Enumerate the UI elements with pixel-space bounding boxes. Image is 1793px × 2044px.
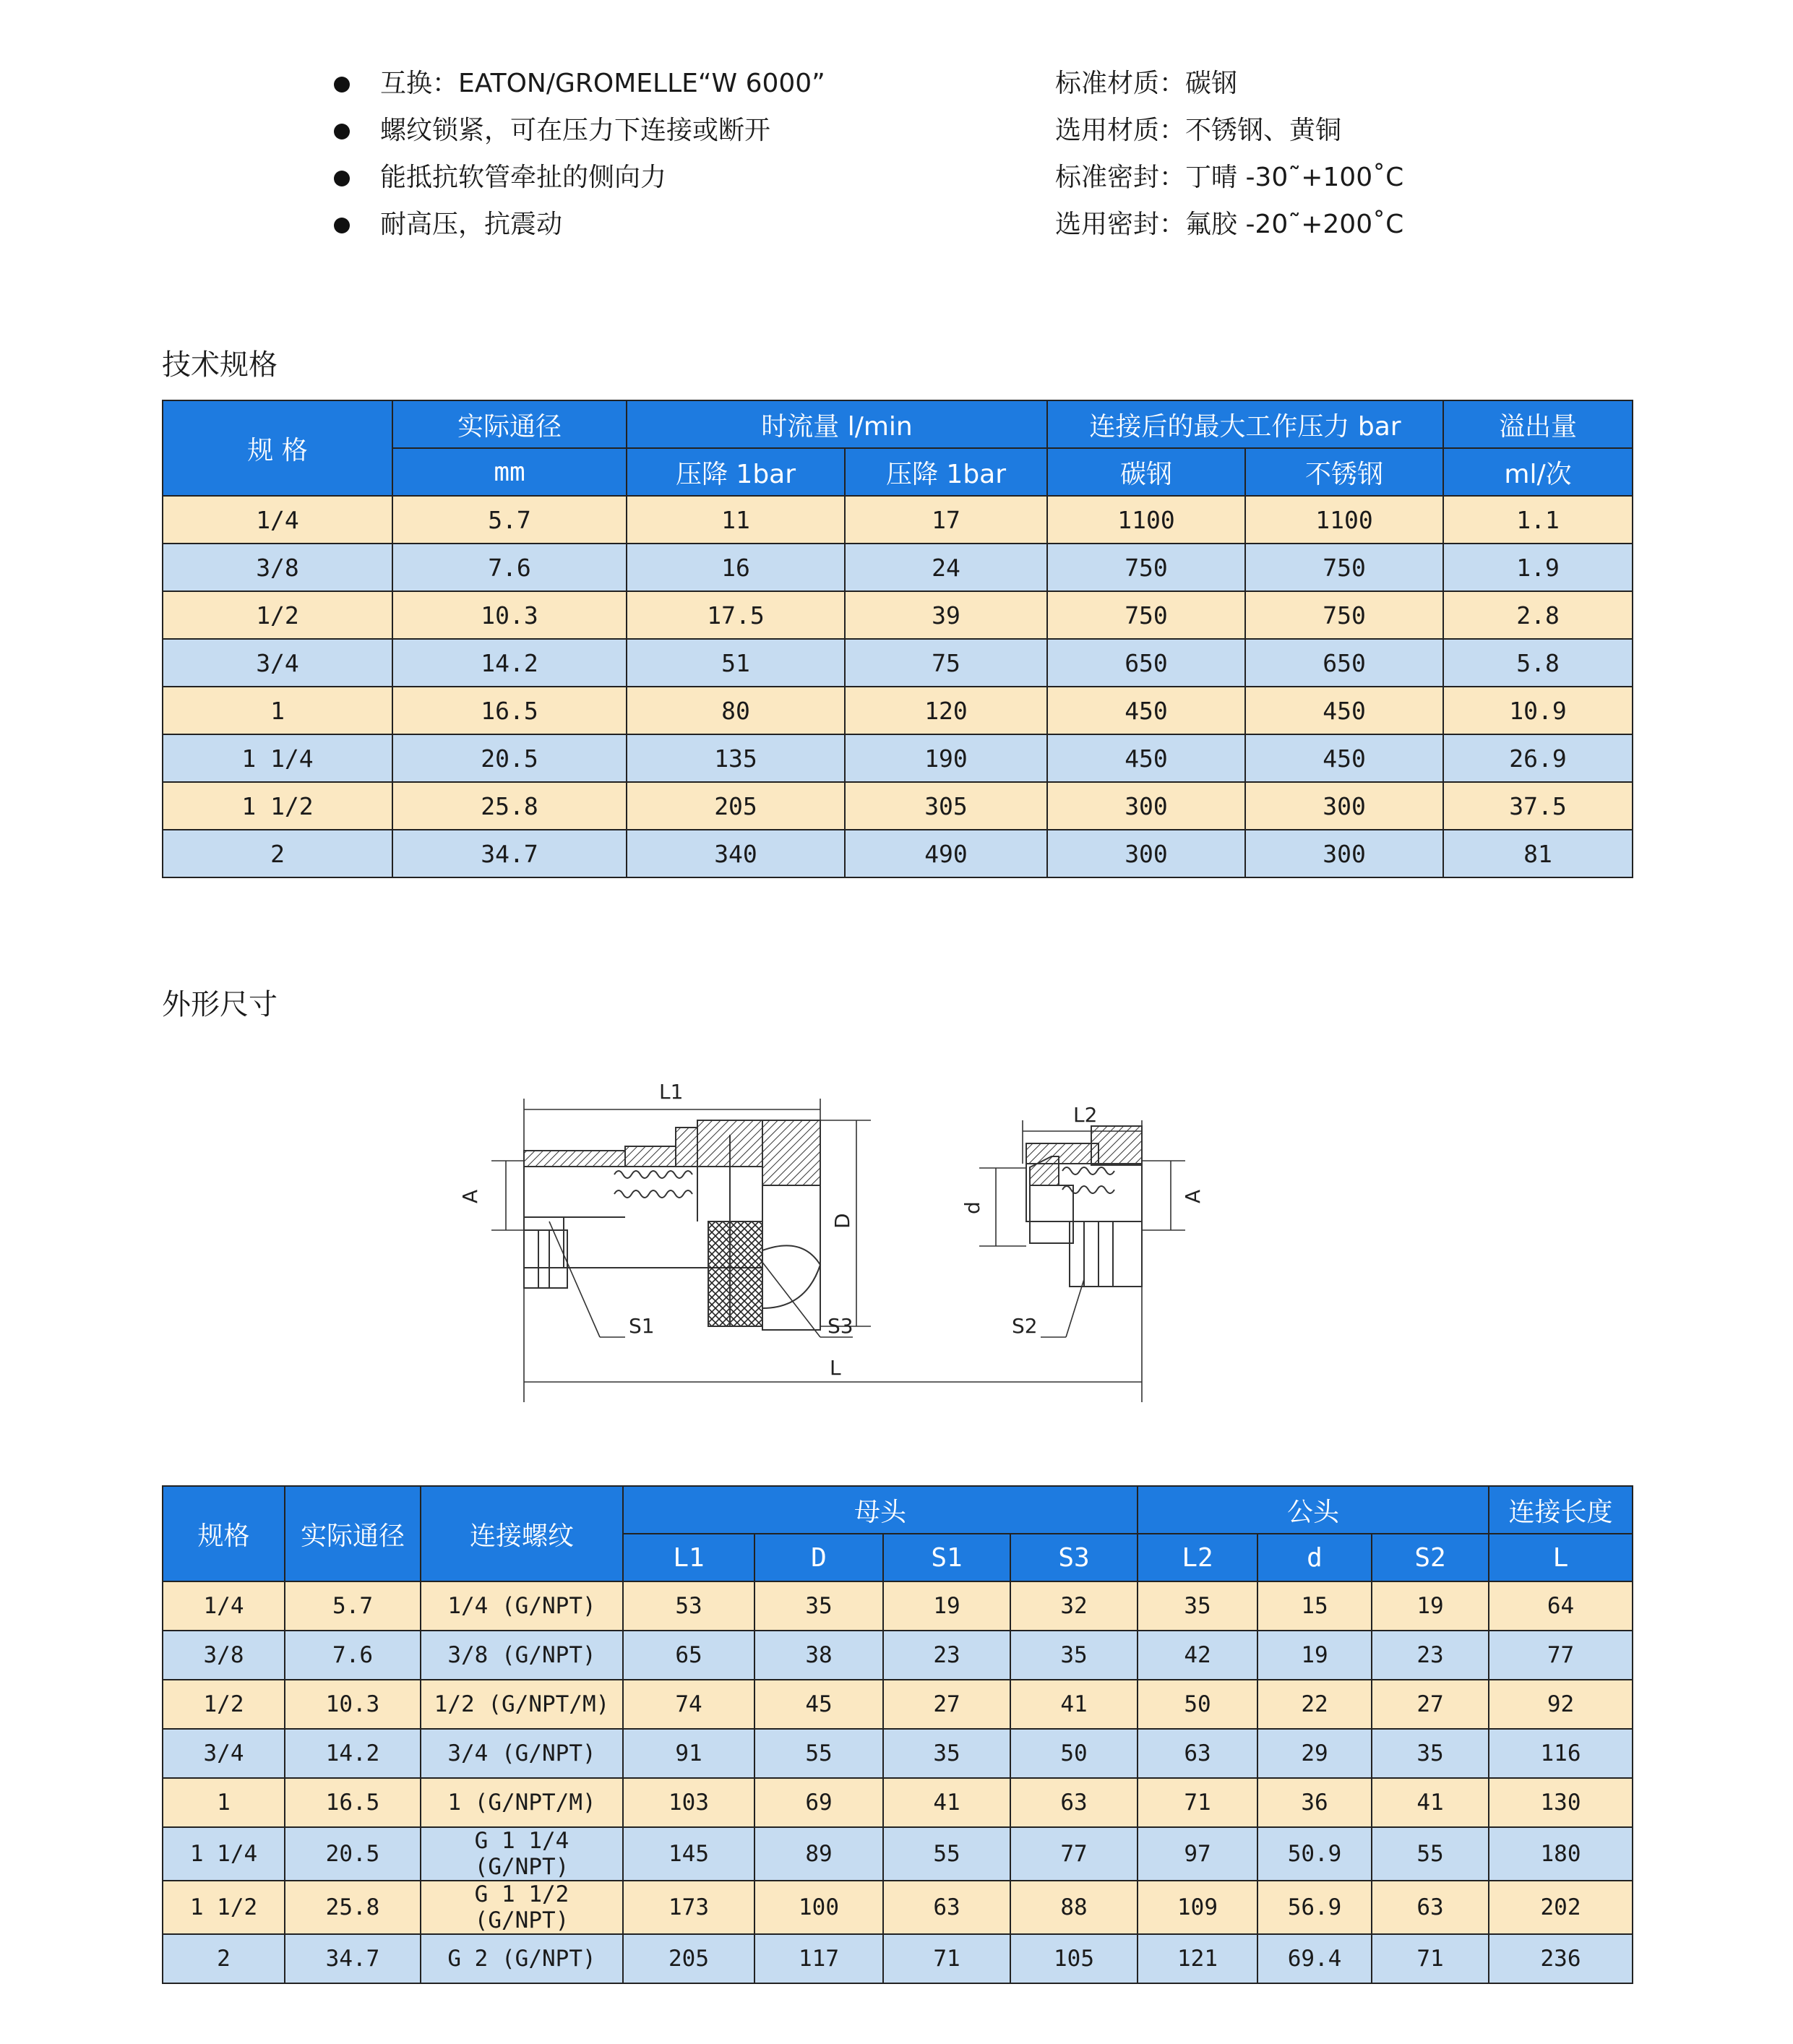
table-cell: 24 <box>845 544 1047 591</box>
label-L2: L2 <box>1073 1103 1098 1127</box>
header-bore-unit: mm <box>392 448 627 496</box>
header-female: 母头 <box>623 1486 1138 1534</box>
table-cell: 20.5 <box>392 734 627 782</box>
table-cell: 91 <box>623 1729 754 1778</box>
header-L2: L2 <box>1138 1534 1257 1581</box>
spec-table <box>162 400 1633 878</box>
table-cell: 63 <box>1372 1881 1489 1934</box>
header-d: d <box>1257 1534 1372 1581</box>
header-size: 规 格 <box>163 400 392 496</box>
header-carbon: 碳钢 <box>1047 448 1245 496</box>
label-S3: S3 <box>827 1314 853 1338</box>
header-flow-b: 压降 1bar <box>845 448 1047 496</box>
table-row <box>163 1680 1633 1729</box>
material-spec: 选用材质：不锈钢、黄铜 <box>1055 116 1342 145</box>
table-cell: 77 <box>1010 1827 1138 1881</box>
header-stainless: 不锈钢 <box>1245 448 1443 496</box>
female-coupling-shape <box>524 1120 820 1330</box>
feature-row <box>332 64 1416 111</box>
table-cell: 45 <box>754 1680 883 1729</box>
table-cell: 2 <box>163 1934 285 1983</box>
table-cell: 23 <box>1372 1631 1489 1680</box>
table-cell: 34.7 <box>392 830 627 877</box>
table-cell: 130 <box>1489 1778 1633 1827</box>
table-row <box>163 591 1633 639</box>
label-d: d <box>960 1201 984 1214</box>
table-cell: 300 <box>1245 830 1443 877</box>
table-cell: 180 <box>1489 1827 1633 1881</box>
table-cell: 1/2 (G/NPT/M) <box>421 1680 623 1729</box>
label-A-left: A <box>458 1189 482 1203</box>
table-cell: 19 <box>1257 1631 1372 1680</box>
table-cell: 340 <box>627 830 845 877</box>
table-cell: 120 <box>845 687 1047 734</box>
table-cell: 39 <box>845 591 1047 639</box>
table-cell: 64 <box>1489 1581 1633 1631</box>
table-cell: 77 <box>1489 1631 1633 1680</box>
header-thread: 连接螺纹 <box>421 1486 623 1581</box>
table-cell: 27 <box>1372 1680 1489 1729</box>
table-row <box>163 1581 1633 1631</box>
table-cell: 750 <box>1245 544 1443 591</box>
table-row <box>163 1778 1633 1827</box>
table-cell: 10.9 <box>1443 687 1633 734</box>
table-cell: 10.3 <box>392 591 627 639</box>
table-cell: 3/4 <box>163 1729 285 1778</box>
table-cell: 23 <box>883 1631 1010 1680</box>
header-S3: S3 <box>1010 1534 1138 1581</box>
label-S1: S1 <box>629 1314 655 1338</box>
table-cell: 14.2 <box>285 1729 421 1778</box>
table-cell: 19 <box>883 1581 1010 1631</box>
table-cell: 22 <box>1257 1680 1372 1729</box>
table-cell: 7.6 <box>285 1631 421 1680</box>
feature-text: 能抵抗软管牵扯的侧向力 <box>380 163 667 192</box>
label-L: L <box>830 1356 841 1380</box>
header-L1: L1 <box>623 1534 754 1581</box>
table-cell: 88 <box>1010 1881 1138 1934</box>
table-cell: 190 <box>845 734 1047 782</box>
table-cell: 50.9 <box>1257 1827 1372 1881</box>
table-cell: 41 <box>1010 1680 1138 1729</box>
table-cell: 202 <box>1489 1881 1633 1934</box>
table-cell: 35 <box>754 1581 883 1631</box>
table-cell: 69.4 <box>1257 1934 1372 1983</box>
table-cell: 80 <box>627 687 845 734</box>
label-L1: L1 <box>659 1080 684 1104</box>
table-row <box>163 1631 1633 1680</box>
table-cell: 116 <box>1489 1729 1633 1778</box>
table-row <box>163 830 1633 877</box>
table-row <box>163 782 1633 830</box>
table-cell: 1/4 <box>163 496 392 544</box>
table-cell: 53 <box>623 1581 754 1631</box>
table-cell: 35 <box>1010 1631 1138 1680</box>
feature-text: 互换：EATON/GROMELLE“W 6000” <box>380 69 825 98</box>
table-cell: 300 <box>1245 782 1443 830</box>
table-cell: 305 <box>845 782 1047 830</box>
bullet-icon <box>334 171 350 186</box>
table-cell: 650 <box>1047 639 1245 687</box>
table-cell: 3/8 <box>163 1631 285 1680</box>
table-cell: 1 (G/NPT/M) <box>421 1778 623 1827</box>
feature-row <box>332 158 1416 205</box>
table-cell: 20.5 <box>285 1827 421 1881</box>
table-cell: 300 <box>1047 782 1245 830</box>
table-cell: 17.5 <box>627 591 845 639</box>
table-cell: 5.8 <box>1443 639 1633 687</box>
material-spec: 标准材质：碳钢 <box>1055 69 1238 98</box>
table-cell: 55 <box>883 1827 1010 1881</box>
table-cell: 1/4 <box>163 1581 285 1631</box>
dimension-table-body <box>163 1581 1633 1983</box>
header-spill-unit: ml/次 <box>1443 448 1633 496</box>
table-cell: 75 <box>845 639 1047 687</box>
header-flow-a: 压降 1bar <box>627 448 845 496</box>
table-cell: 89 <box>754 1827 883 1881</box>
table-row <box>163 1934 1633 1983</box>
label-A-right: A <box>1181 1189 1205 1203</box>
table-cell: 17 <box>845 496 1047 544</box>
table-cell: 3/4 <box>163 639 392 687</box>
table-row <box>163 734 1633 782</box>
table-cell: 41 <box>883 1778 1010 1827</box>
header-size: 规格 <box>163 1486 285 1581</box>
table-cell: 19 <box>1372 1581 1489 1631</box>
table-cell: 490 <box>845 830 1047 877</box>
table-cell: 1 1/2 <box>163 1881 285 1934</box>
table-row <box>163 544 1633 591</box>
table-cell: 103 <box>623 1778 754 1827</box>
table-cell: 135 <box>627 734 845 782</box>
table-cell: 25.8 <box>392 782 627 830</box>
table-cell: 36 <box>1257 1778 1372 1827</box>
table-cell: 41 <box>1372 1778 1489 1827</box>
table-cell: 7.6 <box>392 544 627 591</box>
header-bore: 实际通径 <box>285 1486 421 1581</box>
table-cell: 1.1 <box>1443 496 1633 544</box>
table-cell: 145 <box>623 1827 754 1881</box>
table-cell: G 1 1/4 (G/NPT) <box>421 1827 623 1881</box>
table-cell: 16 <box>627 544 845 591</box>
table-cell: 300 <box>1047 830 1245 877</box>
table-cell: 11 <box>627 496 845 544</box>
table-cell: 34.7 <box>285 1934 421 1983</box>
header-bore: 实际通径 <box>392 400 627 448</box>
header-D: D <box>754 1534 883 1581</box>
table-cell: 29 <box>1257 1729 1372 1778</box>
table-cell: 50 <box>1010 1729 1138 1778</box>
table-cell: 1 1/4 <box>163 734 392 782</box>
table-cell: 105 <box>1010 1934 1138 1983</box>
table-cell: 1100 <box>1245 496 1443 544</box>
table-cell: G 2 (G/NPT) <box>421 1934 623 1983</box>
label-D: D <box>830 1213 854 1229</box>
table-cell: 3/8 <box>163 544 392 591</box>
table-cell: 51 <box>627 639 845 687</box>
table-cell: 81 <box>1443 830 1633 877</box>
header-flow: 时流量 l/min <box>627 400 1047 448</box>
table-cell: 71 <box>1138 1778 1257 1827</box>
table-cell: 100 <box>754 1881 883 1934</box>
table-cell: 1.9 <box>1443 544 1633 591</box>
feature-text: 耐高压，抗震动 <box>380 210 563 239</box>
table-row <box>163 1729 1633 1778</box>
table-cell: 16.5 <box>285 1778 421 1827</box>
header-S2: S2 <box>1372 1534 1489 1581</box>
header-length: 连接长度 <box>1489 1486 1633 1534</box>
table-cell: 63 <box>1138 1729 1257 1778</box>
header-S1: S1 <box>883 1534 1010 1581</box>
table-cell: 92 <box>1489 1680 1633 1729</box>
table-cell: 38 <box>754 1631 883 1680</box>
table-cell: 65 <box>623 1631 754 1680</box>
table-cell: 117 <box>754 1934 883 1983</box>
table-cell: 1 <box>163 687 392 734</box>
table-cell: 1/4 (G/NPT) <box>421 1581 623 1631</box>
table-cell: 71 <box>1372 1934 1489 1983</box>
table-cell: 10.3 <box>285 1680 421 1729</box>
table-cell: 5.7 <box>392 496 627 544</box>
table-row <box>163 1881 1633 1934</box>
table-cell: G 1 1/2 (G/NPT) <box>421 1881 623 1934</box>
table-cell: 32 <box>1010 1581 1138 1631</box>
table-cell: 650 <box>1245 639 1443 687</box>
table-cell: 27 <box>883 1680 1010 1729</box>
table-cell: 25.8 <box>285 1881 421 1934</box>
bullet-icon <box>334 77 350 93</box>
table-cell: 450 <box>1047 734 1245 782</box>
table-cell: 3/4 (G/NPT) <box>421 1729 623 1778</box>
header-pressure: 连接后的最大工作压力 bar <box>1047 400 1443 448</box>
header-male: 公头 <box>1138 1486 1489 1534</box>
table-cell: 63 <box>1010 1778 1138 1827</box>
table-cell: 42 <box>1138 1631 1257 1680</box>
table-cell: 750 <box>1245 591 1443 639</box>
table-row <box>163 496 1633 544</box>
feature-list <box>332 64 1416 252</box>
table-cell: 2.8 <box>1443 591 1633 639</box>
seal-spec: 选用密封：氟胶 -20˜+200˚C <box>1055 210 1404 239</box>
feature-row <box>332 111 1416 158</box>
table-cell: 69 <box>754 1778 883 1827</box>
table-cell: 35 <box>1372 1729 1489 1778</box>
table-cell: 15 <box>1257 1581 1372 1631</box>
table-cell: 1/2 <box>163 1680 285 1729</box>
table-cell: 63 <box>883 1881 1010 1934</box>
spec-section-title: 技术规格 <box>162 348 278 382</box>
table-cell: 5.7 <box>285 1581 421 1631</box>
feature-row <box>332 205 1416 252</box>
table-cell: 205 <box>623 1934 754 1983</box>
table-cell: 74 <box>623 1680 754 1729</box>
header-L: L <box>1489 1534 1633 1581</box>
table-cell: 14.2 <box>392 639 627 687</box>
table-cell: 1 1/4 <box>163 1827 285 1881</box>
table-cell: 71 <box>883 1934 1010 1983</box>
table-cell: 109 <box>1138 1881 1257 1934</box>
table-row <box>163 687 1633 734</box>
table-cell: 205 <box>627 782 845 830</box>
table-cell: 3/8 (G/NPT) <box>421 1631 623 1680</box>
table-cell: 56.9 <box>1257 1881 1372 1934</box>
male-coupling-shape <box>1026 1126 1142 1287</box>
bullet-icon <box>334 218 350 233</box>
table-cell: 37.5 <box>1443 782 1633 830</box>
coupling-drawing <box>448 1041 1286 1402</box>
table-cell: 2 <box>163 830 392 877</box>
table-cell: 35 <box>1138 1581 1257 1631</box>
table-cell: 121 <box>1138 1934 1257 1983</box>
feature-text: 螺纹锁紧，可在压力下连接或断开 <box>380 116 771 145</box>
table-cell: 450 <box>1245 687 1443 734</box>
dimension-section-title: 外形尺寸 <box>162 988 278 1021</box>
table-cell: 97 <box>1138 1827 1257 1881</box>
dimension-table <box>162 1485 1633 1984</box>
bullet-icon <box>334 124 350 139</box>
table-cell: 450 <box>1047 687 1245 734</box>
table-cell: 450 <box>1245 734 1443 782</box>
table-cell: 1 1/2 <box>163 782 392 830</box>
table-cell: 16.5 <box>392 687 627 734</box>
table-cell: 236 <box>1489 1934 1633 1983</box>
table-cell: 35 <box>883 1729 1010 1778</box>
label-S2: S2 <box>1012 1314 1038 1338</box>
table-cell: 50 <box>1138 1680 1257 1729</box>
table-cell: 750 <box>1047 544 1245 591</box>
table-cell: 173 <box>623 1881 754 1934</box>
table-cell: 750 <box>1047 591 1245 639</box>
table-cell: 1/2 <box>163 591 392 639</box>
table-cell: 26.9 <box>1443 734 1633 782</box>
table-cell: 1100 <box>1047 496 1245 544</box>
spec-table-body <box>163 496 1633 877</box>
table-cell: 55 <box>1372 1827 1489 1881</box>
header-spill: 溢出量 <box>1443 400 1633 448</box>
table-row <box>163 639 1633 687</box>
seal-spec: 标准密封：丁晴 -30˜+100˚C <box>1055 163 1404 192</box>
table-row <box>163 1827 1633 1881</box>
table-cell: 1 <box>163 1778 285 1827</box>
table-cell: 55 <box>754 1729 883 1778</box>
